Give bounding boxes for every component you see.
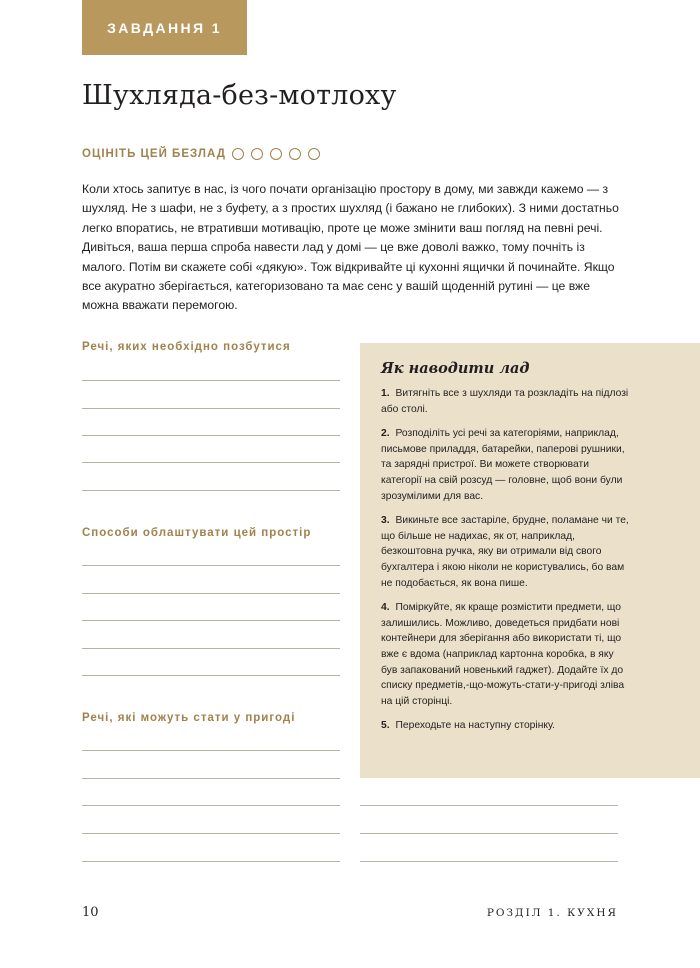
- writing-line-arrange-4[interactable]: [82, 648, 340, 649]
- section-label-useful: Речі, які можуть стати у пригоді: [82, 712, 296, 724]
- howto-title: Як наводити лад: [381, 360, 530, 377]
- howto-step-1: [381, 386, 631, 417]
- rating-label: ОЦІНІТЬ ЦЕЙ БЕЗЛАД: [82, 148, 226, 160]
- howto-step-4: [381, 600, 631, 709]
- howto-step-3: [381, 513, 631, 591]
- howto-step-text: Витягніть все з шухляди та розкладіть на підлозі або столі.: [381, 388, 629, 415]
- writing-line-useful-right-2[interactable]: [360, 833, 618, 834]
- writing-line-get-rid-1[interactable]: [82, 380, 340, 381]
- writing-line-useful-right-1[interactable]: [360, 805, 618, 806]
- section-label-arrange: Способи облаштувати цей простір: [82, 527, 312, 539]
- writing-line-useful-1[interactable]: [82, 750, 340, 751]
- writing-line-useful-2[interactable]: [82, 778, 340, 779]
- howto-step-number: 3.: [381, 515, 390, 527]
- writing-line-arrange-3[interactable]: [82, 620, 340, 621]
- writing-line-get-rid-5[interactable]: [82, 490, 340, 491]
- howto-step-number: 5.: [381, 720, 390, 732]
- howto-list: [381, 386, 678, 734]
- howto-step-text: Переходьте на наступну сторінку.: [395, 720, 555, 732]
- running-head: РОЗДІЛ 1. КУХНЯ: [486, 907, 618, 919]
- rating-circle-1[interactable]: [232, 148, 244, 160]
- howto-step-text: Поміркуйте, як краще розмістити предмети, що залишились. Можливо, доведеться придбати нові контейнери для зберігання або використати ті, що вже є вдома (наприклад картонна коробка, в яку був запакований новенький гаджет). Додайте їх до списку предметів,-що-можуть-стати-у-пригоді зліва на цій сторінці.: [381, 602, 625, 707]
- writing-line-arrange-1[interactable]: [82, 565, 340, 566]
- writing-line-useful-4[interactable]: [82, 833, 340, 834]
- section-label-get-rid: Речі, яких необхідно позбутися: [82, 341, 291, 353]
- writing-line-useful-right-3[interactable]: [360, 861, 618, 862]
- rating-circle-2[interactable]: [251, 148, 263, 160]
- howto-step-number: 4.: [381, 602, 390, 614]
- howto-step-number: 1.: [381, 388, 390, 399]
- writing-line-arrange-5[interactable]: [82, 675, 340, 676]
- howto-step-5: [381, 718, 631, 734]
- writing-line-get-rid-3[interactable]: [82, 435, 340, 436]
- howto-panel: [360, 343, 700, 778]
- rating-circle-4[interactable]: [289, 148, 301, 160]
- writing-line-useful-3[interactable]: [82, 805, 340, 806]
- writing-line-get-rid-2[interactable]: [82, 408, 340, 409]
- howto-step-text: Викиньте все застаріле, брудне, поламане чи те, що більше не надихає, як от, наприклад, безкоштовна ручка, яку ви отримали від свого бухгалтера і якою ніколи не користувались, бо вам не подобається, як вона пише.: [381, 515, 629, 589]
- howto-step-number: 2.: [381, 428, 390, 440]
- rating-row: [82, 145, 327, 163]
- rating-circle-3[interactable]: [270, 148, 282, 160]
- task-badge: ЗАВДАННЯ 1: [82, 0, 247, 55]
- page-title: Шухляда-без-мотлоху: [82, 80, 397, 111]
- writing-line-useful-5[interactable]: [82, 861, 340, 862]
- howto-step-2: [381, 426, 631, 504]
- intro-paragraph: Коли хтось запитує в нас, із чого почати організацію простору в дому, ми завжди кажемо — з шухляд. Не з шафи, не з буфету, а з простих шухляд (і бажано не глибоких). З ними достатньо легко впоратись, не втративши мотивацію, проте це може змінити ваш погляд на певні речі. Дивіться, ваша перша спроба навести лад у домі — це вже доволі важко, тому почніть із малого. Потім ви скажете собі «дякую». Тож відкривайте ці кухонні ящички й починайте. Якщо все акуратно зберігається, категоризовано та має сенс у вашій щоденній рутині — це вже можна вважати перемогою.: [82, 182, 619, 313]
- writing-line-arrange-2[interactable]: [82, 593, 340, 594]
- writing-line-get-rid-4[interactable]: [82, 462, 340, 463]
- rating-circle-5[interactable]: [308, 148, 320, 160]
- page-number: 10: [82, 905, 99, 920]
- howto-step-text: Розподіліть усі речі за категоріями, наприклад, письмове приладдя, батарейки, паперові рушники, та зарядні пристрої. Ви можете створювати категорії на свій розсуд — головне, щоб вони були зрозумілими для вас.: [381, 428, 625, 502]
